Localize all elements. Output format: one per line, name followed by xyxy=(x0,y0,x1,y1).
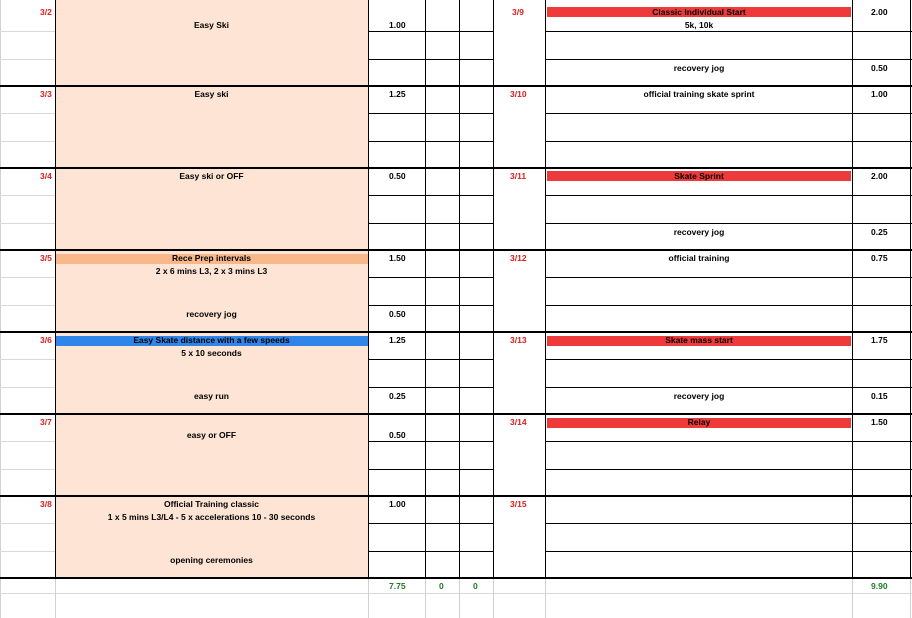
date-3-5[interactable]: 3/5 xyxy=(40,253,52,263)
row-line xyxy=(368,195,493,196)
activity-3-9-extra[interactable]: recovery jog xyxy=(673,63,725,73)
date-3-2[interactable]: 3/2 xyxy=(40,7,52,17)
row-line xyxy=(545,387,912,388)
row-line-gray xyxy=(0,277,55,278)
row-line xyxy=(545,441,912,442)
row-line xyxy=(368,141,493,142)
day-separator xyxy=(0,577,912,579)
row-line xyxy=(545,469,912,470)
hours-3-13-extra[interactable]: 0.15 xyxy=(871,391,888,401)
hours-3-12[interactable]: 0.75 xyxy=(871,253,888,263)
activity-3-13-extra[interactable]: recovery jog xyxy=(673,391,725,401)
row-line xyxy=(545,223,912,224)
row-line-gray xyxy=(0,195,55,196)
row-line-gray xyxy=(0,523,55,524)
date-3-7[interactable]: 3/7 xyxy=(40,417,52,427)
row-line-gray xyxy=(0,59,55,60)
row-line xyxy=(545,551,912,552)
hours-3-2[interactable]: 1.00 xyxy=(389,20,406,30)
total-col-b[interactable]: 0 xyxy=(473,581,478,591)
activity-3-5[interactable]: Rece Prep intervals xyxy=(172,253,251,263)
date-3-15[interactable]: 3/15 xyxy=(510,499,527,509)
activity-3-2[interactable]: Easy Ski xyxy=(194,20,229,30)
activity-3-6-extra[interactable]: easy run xyxy=(194,391,229,401)
hours-3-4[interactable]: 0.50 xyxy=(389,171,406,181)
total-right-hours[interactable]: 9.90 xyxy=(871,581,888,591)
column-border-faint xyxy=(545,579,546,618)
row-line-gray xyxy=(0,359,55,360)
row-line-gray xyxy=(0,387,55,388)
date-3-11[interactable]: 3/11 xyxy=(510,171,527,181)
activity-3-8[interactable]: Official Training classic xyxy=(164,499,259,509)
row-line-gray xyxy=(0,305,55,306)
column-border-faint xyxy=(368,579,369,618)
date-3-10[interactable]: 3/10 xyxy=(510,89,527,99)
hours-3-11[interactable]: 2.00 xyxy=(871,171,888,181)
column-border-faint xyxy=(459,579,460,618)
row-line xyxy=(368,31,493,32)
row-line xyxy=(545,277,912,278)
row-line xyxy=(368,113,493,114)
row-line xyxy=(545,195,912,196)
day-separator xyxy=(0,249,912,251)
row-line xyxy=(545,113,912,114)
column-border-faint xyxy=(55,579,56,618)
date-3-13[interactable]: 3/13 xyxy=(510,335,527,345)
activity-3-8-extra[interactable]: opening ceremonies xyxy=(170,555,253,565)
activity-3-7[interactable]: easy or OFF xyxy=(186,430,237,440)
hours-3-9-extra[interactable]: 0.50 xyxy=(871,63,888,73)
activity-3-10[interactable]: official training skate sprint xyxy=(643,89,755,99)
activity-3-5-extra[interactable]: recovery jog xyxy=(186,309,237,319)
activity-3-9-detail[interactable]: 5k, 10k xyxy=(684,20,714,30)
row-line-gray xyxy=(0,223,55,224)
date-3-3[interactable]: 3/3 xyxy=(40,89,52,99)
row-line xyxy=(368,469,493,470)
hours-3-11-extra[interactable]: 0.25 xyxy=(871,227,888,237)
day-separator xyxy=(0,85,912,87)
hours-3-14[interactable]: 1.50 xyxy=(871,417,888,427)
column-border-faint xyxy=(425,579,426,618)
total-col-a[interactable]: 0 xyxy=(439,581,444,591)
date-3-14[interactable]: 3/14 xyxy=(510,417,527,427)
day-separator xyxy=(0,167,912,169)
activity-3-5-detail[interactable]: 2 x 6 mins L3, 2 x 3 mins L3 xyxy=(155,266,268,276)
activity-3-11-extra[interactable]: recovery jog xyxy=(673,227,725,237)
row-line xyxy=(368,387,493,388)
hours-3-7[interactable]: 0.50 xyxy=(389,430,406,440)
date-3-8[interactable]: 3/8 xyxy=(40,499,52,509)
hours-3-8[interactable]: 1.00 xyxy=(389,499,406,509)
row-line-gray xyxy=(0,441,55,442)
row-line xyxy=(545,359,912,360)
column-border-faint xyxy=(0,0,1,618)
row-line xyxy=(368,523,493,524)
activity-3-12[interactable]: official training xyxy=(668,253,730,263)
date-3-9[interactable]: 3/9 xyxy=(512,7,524,17)
activity-3-6[interactable]: Easy Skate distance with a few speeds xyxy=(133,335,290,345)
activity-3-8-detail[interactable]: 1 x 5 mins L3/L4 - 5 x accelerations 10 - 30 seconds xyxy=(107,512,316,522)
activity-3-14[interactable]: Relay xyxy=(687,417,711,427)
hours-3-5[interactable]: 1.50 xyxy=(389,253,406,263)
total-left-hours[interactable]: 7.75 xyxy=(389,581,406,591)
row-line xyxy=(545,523,912,524)
row-line xyxy=(368,359,493,360)
row-line-gray xyxy=(0,593,912,594)
row-line-gray xyxy=(0,141,55,142)
row-line xyxy=(368,551,493,552)
row-line xyxy=(368,305,493,306)
row-line xyxy=(368,59,493,60)
hours-3-10[interactable]: 1.00 xyxy=(871,89,888,99)
row-line xyxy=(545,141,912,142)
day-separator xyxy=(0,413,912,415)
date-3-6[interactable]: 3/6 xyxy=(40,335,52,345)
activity-3-9[interactable]: Classic Individual Start xyxy=(652,7,746,17)
column-border-faint xyxy=(852,579,853,618)
row-line xyxy=(368,277,493,278)
row-line xyxy=(368,441,493,442)
row-line xyxy=(368,223,493,224)
row-line-gray xyxy=(0,469,55,470)
hours-3-3[interactable]: 1.25 xyxy=(389,89,406,99)
column-border-faint xyxy=(910,579,911,618)
row-line xyxy=(545,59,912,60)
hours-3-5-extra[interactable]: 0.50 xyxy=(389,309,406,319)
day-separator xyxy=(0,331,912,333)
hours-3-9[interactable]: 2.00 xyxy=(871,7,888,17)
row-line xyxy=(545,31,912,32)
row-line xyxy=(545,305,912,306)
hours-3-6-extra[interactable]: 0.25 xyxy=(389,391,406,401)
activity-3-4[interactable]: Easy ski or OFF xyxy=(179,171,244,181)
hours-3-13[interactable]: 1.75 xyxy=(871,335,888,345)
activity-3-3[interactable]: Easy ski xyxy=(194,89,229,99)
row-line-gray xyxy=(0,551,55,552)
row-line-gray xyxy=(0,113,55,114)
date-3-4[interactable]: 3/4 xyxy=(40,171,52,181)
activity-3-11[interactable]: Skate Sprint xyxy=(674,171,724,181)
row-line-gray xyxy=(0,31,55,32)
day-separator xyxy=(0,495,912,497)
column-border-faint xyxy=(493,579,494,618)
activity-3-13[interactable]: Skate mass start xyxy=(665,335,733,345)
activity-3-6-detail[interactable]: 5 x 10 seconds xyxy=(181,348,242,358)
hours-3-6[interactable]: 1.25 xyxy=(389,335,406,345)
date-3-12[interactable]: 3/12 xyxy=(510,253,527,263)
